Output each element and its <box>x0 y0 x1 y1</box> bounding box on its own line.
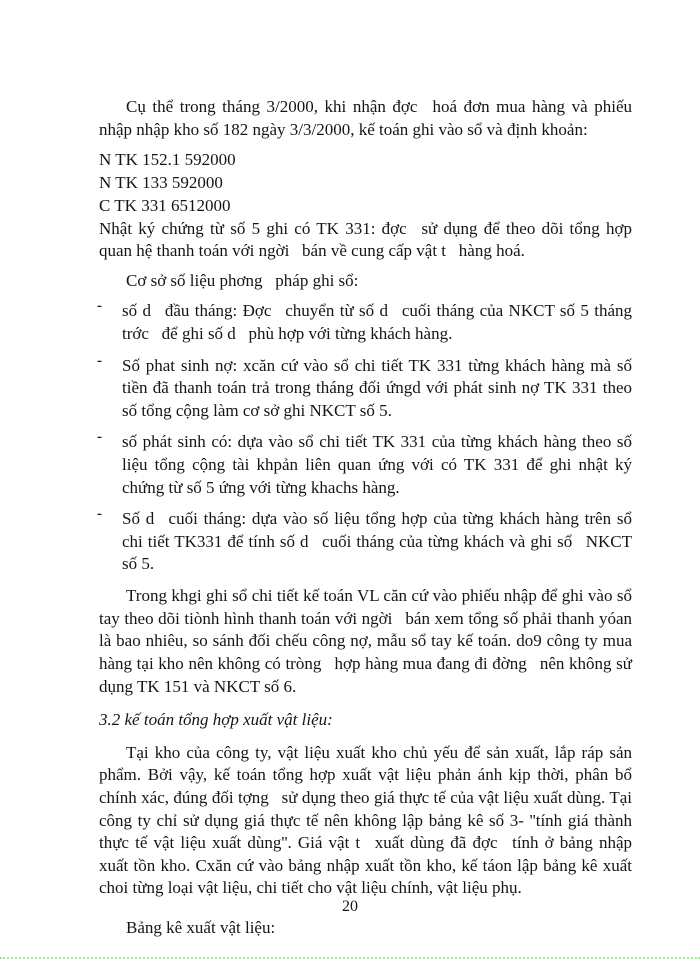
page-number: 20 <box>342 898 358 915</box>
bullet-item-debit-arising <box>97 352 632 423</box>
bullet-text: Số d cuối tháng: dựa vào số liệu tổng hợp của từng khách hàng trên sổ chi tiết TK331 để tính số d cuối tháng của từng khách và ghi sổ NKCT số 5. <box>122 509 632 574</box>
bullet-item-closing-balance <box>99 508 632 576</box>
section-heading-3-2: 3.2 kế toán tổng hợp xuất vật liệu: <box>99 710 333 730</box>
page-break-dotted-line <box>0 957 700 959</box>
journal-entry-debit-1521: N TK 152.1 592000 <box>99 150 236 170</box>
journal-entry-credit-331: C TK 331 6512000 <box>99 196 231 216</box>
dash-bullet-icon: - <box>97 506 102 523</box>
bullet-item-credit-arising <box>99 431 632 499</box>
paragraph-nkct-note: Nhật ký chứng từ số 5 ghi có TK 331: đợc sử dụng để theo dõi tổng hợp quan hệ thanh toán với ngời bán về cung cấp vật t hàng hoá. <box>99 218 632 261</box>
paragraph-bangke: Bảng kê xuất vật liệu: <box>126 918 276 937</box>
bullet-text: số phát sinh có: dựa vào sổ chi tiết TK 331 của từng khách hàng theo số liệu tổng cộng tài khpản liên quan ứng với có TK 331 để ghi nhật ký chứng từ số 5 ứng với từng khachs hàng. <box>122 432 632 497</box>
paragraph-export-materials: Tại kho của công ty, vật liệu xuất kho chủ yếu để sản xuất, lắp ráp sản phẩm. Bởi vậy, kế toán tổng hợp xuất vật liệu phản ánh kịp thời, phân bổ chính xác, đúng đối tợng sử dụng theo giá thực tế của vật liệu xuất dùng. Tại công ty chỉ sử dụng giá thực tế nên không lập bảng kê số 3- ''tính giá thành thực tế vật liệu xuất dùng''. Giá vật t xuất dùng đã đợc tính ở bảng nhập xuất tồn kho. Cxăn cứ vào bảng nhập xuất tồn kho, kế táon lập bảng kê xuất choi từng loại vật liệu, chi tiết cho vật liệu chính, vật liệu phụ. <box>99 742 632 898</box>
document-text-block <box>99 96 632 940</box>
paragraph-intro: Cụ thể trong tháng 3/2000, khi nhận đợc hoá đơn mua hàng và phiếu nhập nhập kho số 182 ngày 3/3/2000, kế toán ghi vào sổ và định khoản: <box>99 97 632 139</box>
bullet-text: số d đầu tháng: Đợc chuyển từ số d cuối tháng của NKCT số 5 tháng trớc để ghi số d phù hợp với từng khách hàng. <box>122 301 632 343</box>
dash-bullet-icon: - <box>97 429 102 446</box>
dash-bullet-icon: - <box>97 352 102 369</box>
paragraph-basis: Cơ sở số liệu phơng pháp ghi sổ: <box>126 270 359 290</box>
dash-bullet-icon: - <box>97 298 102 315</box>
bullet-item-opening-balance <box>99 300 632 345</box>
bullet-text: Số phat sinh nợ: xcăn cứ vào sổ chi tiết TK 331 từng khách hàng mà số tiền đã thanh toán trả trong tháng đối ứngd với phát sinh nợ TK 331 theo số tổng cộng làm cơ sở ghi NKCT số 5. <box>122 355 632 420</box>
journal-entry-debit-133: N TK 133 592000 <box>99 173 223 193</box>
bullet-list <box>99 300 632 576</box>
paragraph-detail-ledger: Trong khgi ghi sổ chi tiết kế toán VL căn cứ vào phiếu nhập để ghi vào sổ tay theo dõi tiònh hình thanh toán với ngời bán xem tổng số phải thanh yóan là bao nhiêu, so sánh đối chếu công nợ, mẫu sổ tay kế toán. do9 công ty mua hàng tại kho nên không có tròng hợp hàng mua đang đi đờng nên không sử dụng TK 151 và NKCT số 6. <box>99 586 632 696</box>
